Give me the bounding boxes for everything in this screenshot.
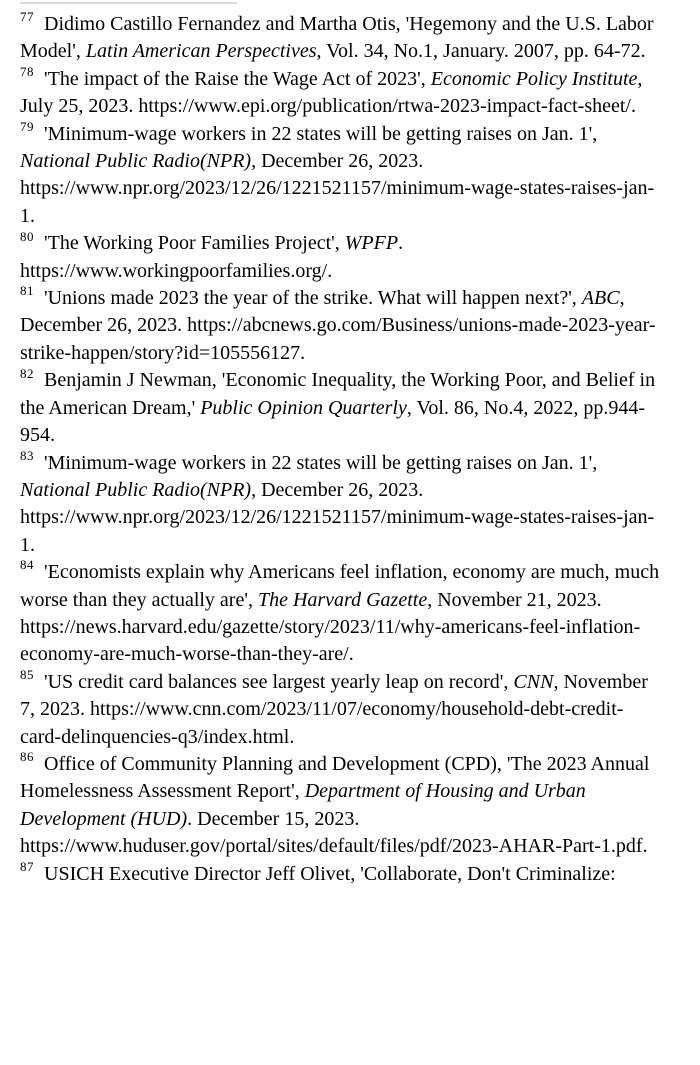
- footnote-number: 80: [20, 228, 34, 244]
- footnote-text: ABC: [581, 287, 620, 310]
- footnote-url: https://www.workingpoorfamilies.org/.: [20, 259, 333, 282]
- footnote-text: , July 25, 2023.: [20, 67, 643, 118]
- footnote-text: , December 26, 2023.: [251, 478, 424, 501]
- footnote-text: 'The Working Poor Families Project',: [44, 232, 345, 255]
- footnote-text: National Public Radio(NPR): [20, 478, 252, 501]
- footnote-text: 'Unions made 2023 the year of the strike. What will happen next?',: [44, 287, 582, 310]
- footnote-text: CNN: [513, 670, 554, 693]
- footnote-url: https://www.huduser.gov/portal/sites/default/files/pdf/2023-AHAR-Part-1.pdf.: [20, 835, 648, 858]
- footnote: [20, 11, 660, 66]
- footnote-number: 85: [20, 667, 34, 683]
- footnote-text: . December 15, 2023.: [187, 807, 360, 830]
- footnote-number: 77: [20, 9, 34, 25]
- footnote: [20, 118, 660, 231]
- footnote-text: WPFP: [344, 232, 399, 255]
- footnote: [20, 66, 660, 121]
- footnote-url: https://www.epi.org/publication/rtwa-2023-impact-fact-sheet/.: [138, 95, 636, 118]
- footnote-text: Department of Housing and Urban Development (HUD): [20, 780, 586, 830]
- footnote-text: .: [398, 232, 404, 255]
- footnote: [20, 447, 660, 560]
- footnote-number: 86: [20, 749, 34, 765]
- footnote-text: , November 21, 2023.: [427, 588, 602, 611]
- footnote-text: 'US credit card balances see largest yearly leap on record',: [44, 670, 514, 693]
- footnote-number: 82: [20, 365, 34, 381]
- footnote-url: https://www.npr.org/2023/12/26/1221521157/minimum-wage-states-raises-jan-1.: [20, 177, 655, 227]
- footnote-url: https://www.cnn.com/2023/11/07/economy/household-debt-credit-card-delinquencies-q3/index.html.: [20, 698, 624, 748]
- footnote: [20, 367, 660, 449]
- footnote: [20, 230, 660, 285]
- footnote-url: https://abcnews.go.com/Business/unions-made-2023-year-strike-happen/story?id=105556127.: [20, 314, 656, 364]
- footnote-number: 78: [20, 64, 34, 80]
- footnote-list: [20, 6, 660, 888]
- footnote-number: 83: [20, 447, 34, 463]
- footnote: [20, 285, 660, 367]
- footnote-number: 84: [20, 557, 34, 573]
- footnote-separator-rule: [20, 2, 237, 4]
- footnote-text: , Vol. 34, No.1, January. 2007, pp. 64-72.: [316, 40, 646, 63]
- footnote-text: Latin American Perspectives: [85, 40, 317, 63]
- footnote-url: https://news.harvard.edu/gazette/story/2023/11/why-americans-feel-inflation-economy-are-much-worse-than-they-are/.: [20, 615, 641, 666]
- footnote-text: Didimo Castillo Fernandez and Martha Otis, 'Hegemony and the U.S. Labor Model',: [20, 13, 654, 63]
- footnote: [20, 559, 660, 669]
- footnote: [20, 858, 660, 888]
- footnote-text: The Harvard Gazette: [257, 588, 428, 611]
- footnote-number: 87: [20, 858, 34, 874]
- footnote-text: Public Opinion Quarterly: [200, 396, 407, 419]
- footnote-text: 'The impact of the Raise the Wage Act of 2023',: [44, 67, 431, 90]
- footnote-text: , Vol. 86, No.4, 2022, pp.944-954.: [20, 396, 646, 447]
- footnote-text: 'Economists explain why Americans feel inflation, economy are much, much worse than they actually are',: [20, 561, 660, 611]
- footnote-text: USICH Executive Director Jeff Olivet, 'Collaborate, Don't Criminalize:: [44, 862, 616, 885]
- footnote-text: , December 26, 2023.: [20, 287, 625, 337]
- footnote-number: 79: [20, 118, 34, 134]
- footnote-text: Economic Policy Institute: [430, 67, 638, 90]
- footnote-text: 'Minimum-wage workers in 22 states will be getting raises on Jan. 1',: [44, 122, 598, 145]
- footnote-text: , December 26, 2023.: [251, 150, 424, 173]
- footnote-number: 81: [20, 283, 34, 299]
- footnote-text: Benjamin J Newman, 'Economic Inequality, the Working Poor, and Belief in the American Dream,': [20, 369, 656, 419]
- footnote: [20, 751, 660, 861]
- footnote-text: Office of Community Planning and Development (CPD), 'The 2023 Annual Homelessness Assessment Report',: [20, 752, 650, 803]
- footnote: [20, 669, 660, 751]
- footnote-text: 'Minimum-wage workers in 22 states will be getting raises on Jan. 1',: [44, 451, 598, 474]
- footnote-text: National Public Radio(NPR): [20, 150, 252, 173]
- footnote-url: https://www.npr.org/2023/12/26/1221521157/minimum-wage-states-raises-jan-1.: [20, 506, 655, 556]
- footnote-text: , November 7, 2023.: [20, 670, 648, 721]
